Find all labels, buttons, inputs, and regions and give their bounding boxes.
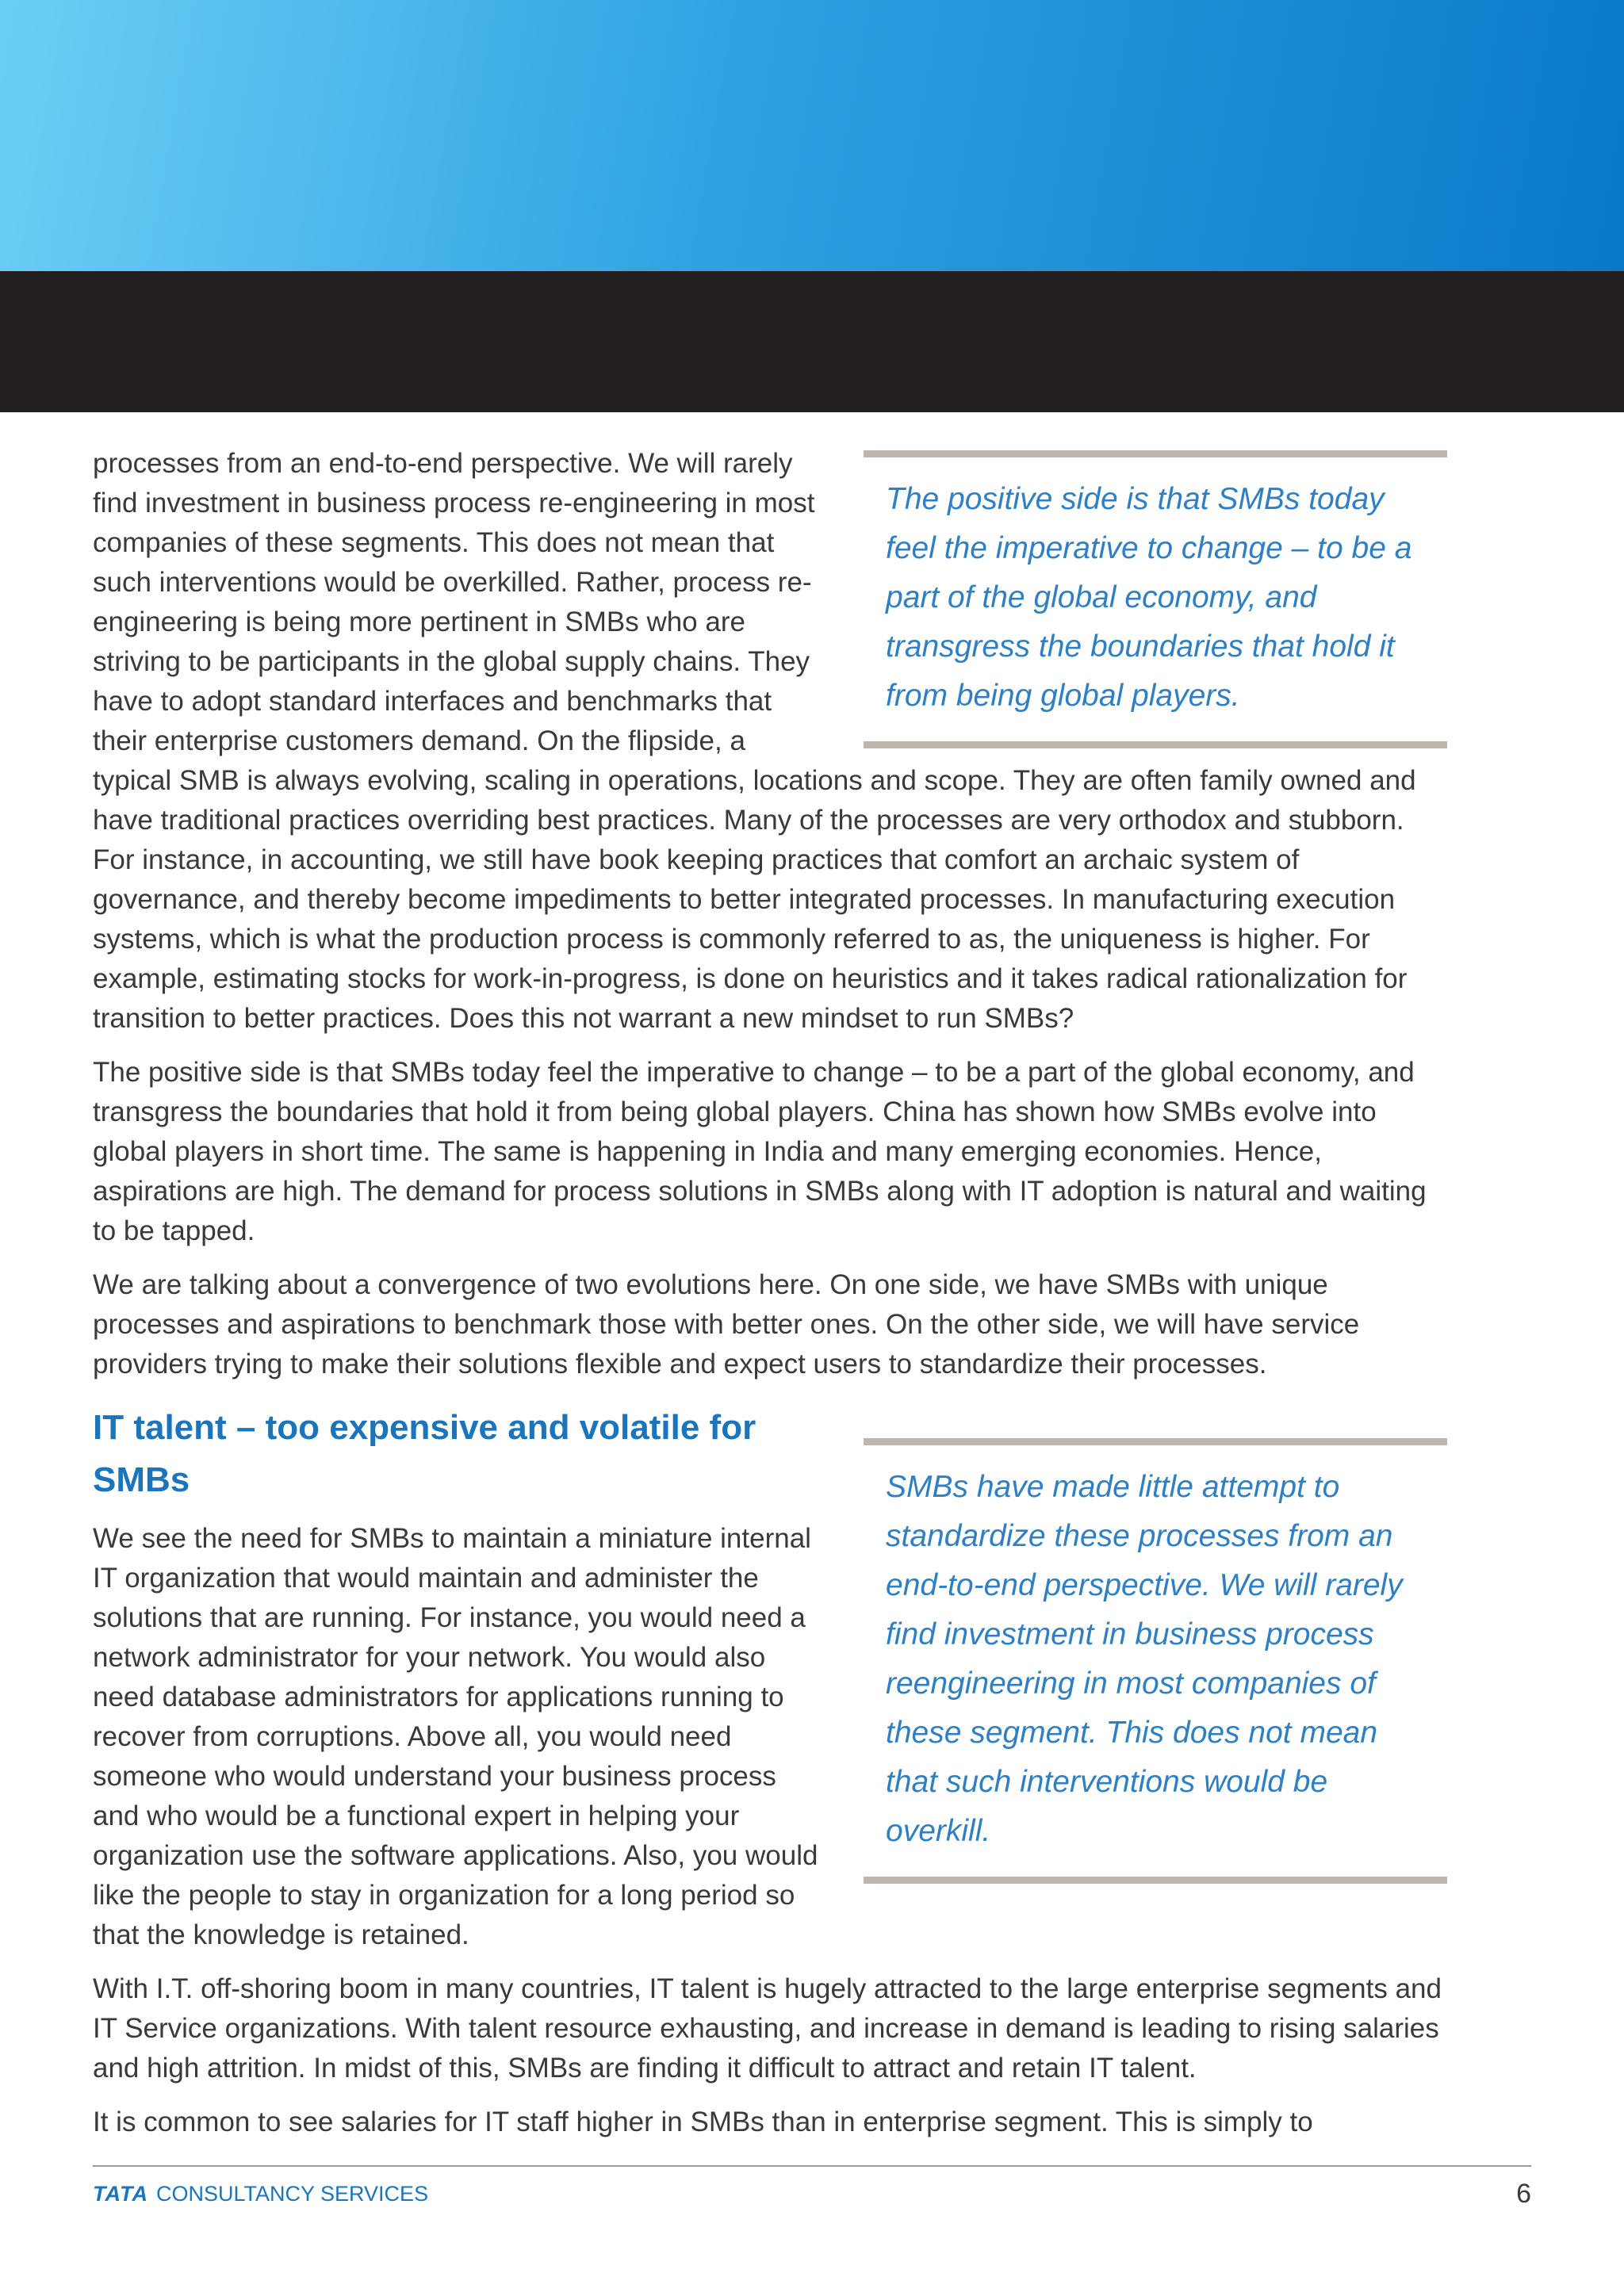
header-banner	[0, 0, 1624, 271]
pull-quote-1: The positive side is that SMBs today feel the imperative to change – to be a part of the global economy, and transgress the boundaries that hold it from being global players.	[864, 450, 1447, 748]
body-paragraph-2: The positive side is that SMBs today feel the imperative to change – to be a part of the global economy, and transgress the boundaries that hold it from being global players. China has shown how SMBs evolve into global players in short time. The same is happening in India and many emerging economies. Hence, aspirations are high. The demand for process solutions in SMBs along with IT adoption is natural and waiting to be tapped.	[93, 1057, 1427, 1246]
pull-quote-2: SMBs have made little attempt to standardize these processes from an end-to-end perspective. We will rarely find investment in business process reengineering in most companies of these segment. This does not mean that such interventions would be overkill.	[864, 1438, 1447, 1884]
body-paragraph-4: We see the need for SMBs to maintain a miniature internal IT organization that would maintain and administer the solutions that are running. For instance, you would need a network administrator for your network. You would also need database administrators for applications running to recover from corruptions. Above all, you would need someone who would understand your business process and who would be a functional expert in helping your organization use the software applications. Also, you would like the people to stay in organization for a long period so that the knowledge is retained.	[93, 1523, 818, 1950]
header-dark-band	[0, 271, 1624, 412]
brand-name: CONSULTANCY SERVICES	[155, 2182, 429, 2206]
footer-divider	[93, 2165, 1531, 2167]
body-paragraph-5: With I.T. off-shoring boom in many countries, IT talent is hugely attracted to the large enterprise segments and IT Service organizations. With talent resource exhausting, and increase in demand is leading to rising salaries and high attrition. In midst of this, SMBs are finding it difficult to attract and retain IT talent.	[93, 1973, 1442, 2084]
body-paragraph-6: It is common to see salaries for IT staff higher in SMBs than in enterprise segment. This is simply to	[93, 2107, 1313, 2137]
article-body	[93, 444, 1447, 2156]
footer-brand	[93, 2180, 428, 2207]
page-number: 6	[1516, 2179, 1531, 2209]
body-paragraph-3: We are talking about a convergence of two evolutions here. On one side, we have SMBs with unique processes and aspirations to benchmark those with better ones. On the other side, we will have service providers trying to make their solutions flexible and expect users to standardize their processes.	[93, 1269, 1360, 1380]
body-paragraph-1: processes from an end-to-end perspective. We will rarely find investment in business process re-engineering in most companies of these segments. This does not mean that such interventions would be overkilled. Rather, process re-engineering is being more pertinent in SMBs who are striving to be participants in the global supply chains. They have to adopt standard interfaces and benchmarks that their enterprise customers demand. On the flipside, a typical SMB is always evolving, scaling in operations, locations and scope. They are often family owned and have traditional practices overriding best practices. Many of the processes are very orthodox and stubborn. For instance, in accounting, we still have book keeping practices that comfort an archaic system of governance, and thereby become impediments to better integrated processes. In manufacturing execution systems, which is what the production process is commonly referred to as, the uniqueness is higher. For example, estimating stocks for work-in-progress, is done on heuristics and it takes radical rationalization for transition to better practices. Does this not warrant a new mindset to run SMBs?	[93, 448, 1416, 1034]
tata-logo: TATA	[93, 2182, 148, 2206]
section-heading: IT talent – too expensive and volatile for SMBs	[93, 1408, 756, 1499]
